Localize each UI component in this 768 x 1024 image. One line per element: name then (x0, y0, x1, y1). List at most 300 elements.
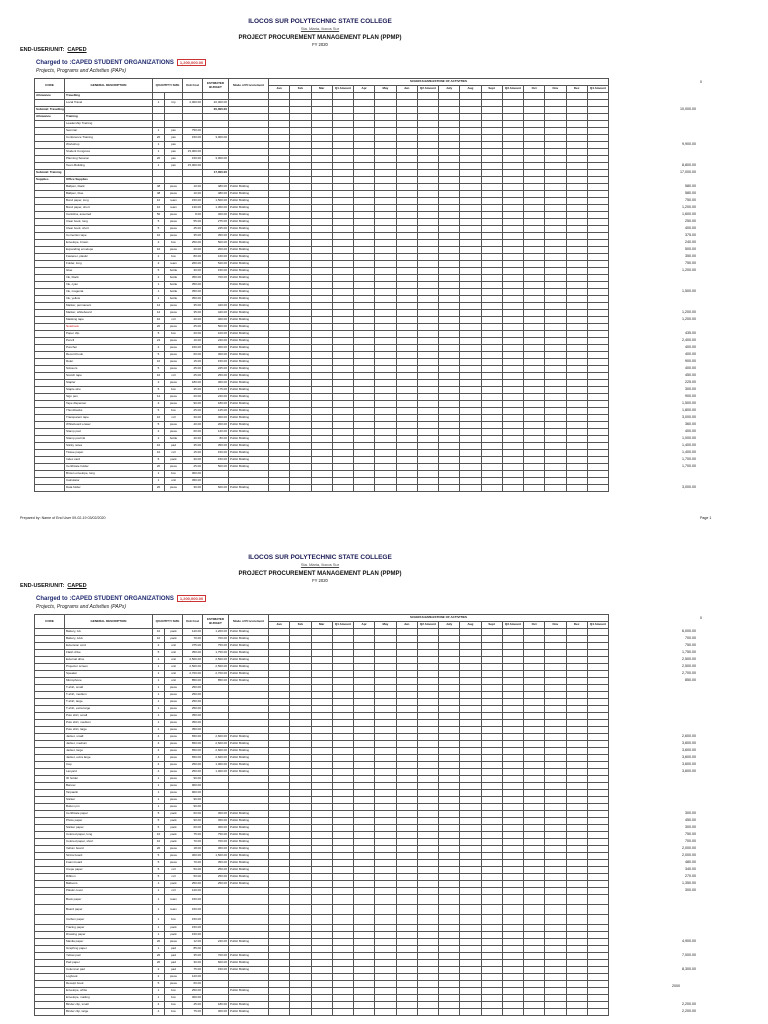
cell-qty: 10 (153, 832, 165, 839)
cell-month (311, 275, 332, 282)
cell-month (524, 401, 545, 408)
cell-month (460, 408, 481, 415)
cell-description: Travelling (65, 93, 153, 100)
cell-month (439, 289, 460, 296)
cell-mode: Public Bidding (229, 664, 269, 671)
cell-unit: piece (165, 338, 183, 345)
table-row (35, 995, 609, 1002)
cell-month (417, 100, 438, 107)
cell-month (396, 261, 417, 268)
cell-month (311, 699, 332, 706)
cell-description (65, 170, 153, 177)
cell-month (290, 247, 311, 254)
cell-month (502, 678, 523, 685)
cell-month (545, 881, 566, 888)
cell-description: Record book (65, 352, 153, 359)
side-amount: 400.00 (685, 225, 696, 230)
cell-mode: Public Bidding (229, 345, 269, 352)
cell-unit: piece (165, 804, 183, 811)
cell-unit: roll (165, 867, 183, 874)
cell-month (417, 394, 438, 401)
cell-month (481, 1002, 502, 1009)
cell-month (375, 100, 396, 107)
cell-code (35, 478, 65, 485)
table-row (35, 380, 609, 387)
cell-month (460, 261, 481, 268)
cell-month (417, 170, 438, 177)
cell-month (545, 107, 566, 114)
cell-month (375, 450, 396, 457)
cell-code (35, 394, 65, 401)
cell-month (439, 212, 460, 219)
cell-qty: 4 (153, 741, 165, 748)
cell-budget: 250.00 (203, 867, 229, 874)
cell-month (332, 310, 353, 317)
cell-month (290, 338, 311, 345)
cell-month (269, 734, 290, 741)
cell-month (566, 457, 587, 464)
cell-month (375, 846, 396, 853)
cell-month (354, 678, 375, 685)
cell-unit-cost: 90.00 (183, 797, 203, 804)
cell-month (396, 170, 417, 177)
cell-month (502, 915, 523, 925)
cell-month (481, 205, 502, 212)
cell-month (481, 303, 502, 310)
cell-qty: 2 (153, 643, 165, 650)
side-amount: 2,700.00 (682, 670, 696, 675)
cell-budget: 420.00 (203, 310, 229, 317)
cell-month (311, 135, 332, 142)
cell-month (460, 699, 481, 706)
cell-month (332, 727, 353, 734)
col-month: Nov (545, 622, 566, 629)
cell-month (566, 734, 587, 741)
cell-month (269, 261, 290, 268)
cell-month (375, 233, 396, 240)
cell-month (417, 699, 438, 706)
cell-qty: 1 (153, 797, 165, 804)
cell-code (35, 915, 65, 925)
side-note: 2000 (672, 984, 680, 988)
cell-unit-cost: 60.00 (183, 981, 203, 988)
cell-code (35, 219, 65, 226)
cell-month (396, 142, 417, 149)
cell-month (502, 783, 523, 790)
cell-month (332, 988, 353, 995)
cell-qty: 1 (153, 163, 165, 170)
table-row (35, 860, 609, 867)
cell-month (524, 804, 545, 811)
cell-month (587, 741, 608, 748)
cell-month (417, 114, 438, 121)
cell-month (417, 422, 438, 429)
cell-description: T-shirt, extra large (65, 706, 153, 713)
cell-code (35, 776, 65, 783)
cell-unit: roll (165, 373, 183, 380)
cell-unit-cost: 650.00 (183, 748, 203, 755)
cell-month (524, 967, 545, 974)
cell-unit: box (165, 387, 183, 394)
cell-month (439, 401, 460, 408)
cell-unit: roll (165, 317, 183, 324)
cell-code (35, 755, 65, 762)
side-amount: 340.00 (685, 866, 696, 871)
cell-month (290, 1002, 311, 1009)
cell-month (375, 706, 396, 713)
cell-description: Correction tape (65, 233, 153, 240)
cell-month (481, 184, 502, 191)
cell-qty: 1 (153, 925, 165, 932)
cell-month (417, 939, 438, 946)
cell-month (332, 692, 353, 699)
cell-code (35, 422, 65, 429)
col-month: Oct (524, 86, 545, 93)
cell-description: Board paper (65, 905, 153, 915)
cell-unit-cost: 35.00 (183, 233, 203, 240)
table-row (35, 888, 609, 895)
cell-month (311, 804, 332, 811)
cell-month (460, 387, 481, 394)
cell-budget: 240.00 (203, 338, 229, 345)
table-row (35, 177, 609, 184)
col-month: Q2 Amount (417, 86, 438, 93)
cell-qty: 10 (153, 317, 165, 324)
cell-month (311, 981, 332, 988)
cell-budget: 2,600.00 (203, 734, 229, 741)
cell-month (545, 832, 566, 839)
table-row (35, 205, 609, 212)
cell-unit-cost: 650.00 (183, 734, 203, 741)
cell-month (502, 797, 523, 804)
cell-unit: unit (165, 664, 183, 671)
cell-month (545, 436, 566, 443)
cell-month (417, 960, 438, 967)
cell-month (290, 240, 311, 247)
cell-month (587, 825, 608, 832)
cell-qty: 1 (153, 289, 165, 296)
cell-month (524, 184, 545, 191)
cell-month (311, 268, 332, 275)
cell-month (311, 727, 332, 734)
cell-month (587, 247, 608, 254)
cell-qty: 20 (153, 324, 165, 331)
cell-month (566, 247, 587, 254)
cell-qty: 2 (153, 240, 165, 247)
cell-code (35, 233, 65, 240)
side-amount: 900.00 (685, 358, 696, 363)
cell-month (502, 811, 523, 818)
cell-unit: pack (165, 932, 183, 939)
cell-month (417, 867, 438, 874)
cell-month (269, 846, 290, 853)
cell-code (35, 443, 65, 450)
cell-month (396, 114, 417, 121)
cell-description: Manila paper (65, 939, 153, 946)
cell-month (524, 671, 545, 678)
cell-month (460, 226, 481, 233)
cell-month (396, 797, 417, 804)
cell-month (396, 212, 417, 219)
cell-code (35, 296, 65, 303)
cell-month (439, 303, 460, 310)
cell-month (396, 93, 417, 100)
table-row (35, 219, 609, 226)
cell-month (587, 254, 608, 261)
cell-budget: 500.00 (203, 324, 229, 331)
cell-description: Local Travel (65, 100, 153, 107)
cell-month (375, 485, 396, 492)
cell-unit-cost: 750.00 (183, 128, 203, 135)
cell-month (439, 345, 460, 352)
cell-month (587, 457, 608, 464)
cell-mode (229, 974, 269, 981)
cell-month (439, 699, 460, 706)
cell-month (290, 485, 311, 492)
cell-month (502, 338, 523, 345)
cell-month (587, 282, 608, 289)
cell-month (417, 289, 438, 296)
cell-unit-cost: 8.00 (183, 212, 203, 219)
cell-month (545, 485, 566, 492)
table-row (35, 93, 609, 100)
cell-month (354, 366, 375, 373)
cell-unit-cost: 30.00 (183, 457, 203, 464)
cell-description: Bond paper, short (65, 205, 153, 212)
cell-month (460, 457, 481, 464)
cell-month (269, 874, 290, 881)
cell-month (566, 769, 587, 776)
cell-month (460, 974, 481, 981)
cell-month (396, 762, 417, 769)
cell-budget: 160.00 (203, 254, 229, 261)
cell-code: Supplies (35, 177, 65, 184)
cell-month (332, 338, 353, 345)
cell-month (524, 352, 545, 359)
charged-amount-badge: 1,200,000.00 (177, 595, 206, 602)
table-row (35, 338, 609, 345)
cell-month (269, 310, 290, 317)
table-row (35, 915, 609, 925)
cell-month (396, 310, 417, 317)
cell-month (502, 939, 523, 946)
cell-month (545, 191, 566, 198)
cell-month (269, 184, 290, 191)
cell-month (502, 387, 523, 394)
cell-month (502, 769, 523, 776)
cell-month (502, 121, 523, 128)
table-row (35, 100, 609, 107)
cell-unit-cost: 50.00 (183, 874, 203, 881)
cell-month (502, 100, 523, 107)
cell-month (375, 219, 396, 226)
cell-code (35, 198, 65, 205)
cell-unit-cost (183, 107, 203, 114)
cell-month (375, 748, 396, 755)
cell-month (417, 650, 438, 657)
cell-month (375, 478, 396, 485)
cell-month (396, 981, 417, 988)
cell-month (587, 464, 608, 471)
cell-month (290, 685, 311, 692)
cell-month (375, 678, 396, 685)
cell-budget: 240.00 (203, 939, 229, 946)
cell-budget: 600.00 (203, 960, 229, 967)
cell-month (524, 1009, 545, 1016)
cell-month (524, 443, 545, 450)
cell-month (502, 149, 523, 156)
cell-month (396, 636, 417, 643)
cell-month (354, 114, 375, 121)
cell-month (375, 156, 396, 163)
cell-month (311, 163, 332, 170)
cell-month (545, 373, 566, 380)
cell-month (332, 450, 353, 457)
cell-month (417, 860, 438, 867)
cell-month (269, 671, 290, 678)
cell-month (566, 471, 587, 478)
cell-month (545, 359, 566, 366)
cell-qty: 1 (153, 988, 165, 995)
cell-code (35, 163, 65, 170)
cell-month (290, 282, 311, 289)
cell-mode: Public Bidding (229, 310, 269, 317)
table-row (35, 804, 609, 811)
cell-month (524, 177, 545, 184)
table-row (35, 366, 609, 373)
cell-month (354, 846, 375, 853)
cell-month (481, 748, 502, 755)
cell-description: Colored paper, short (65, 839, 153, 846)
cell-month (269, 960, 290, 967)
cell-mode: Public Bidding (229, 825, 269, 832)
cell-mode: Public Bidding (229, 338, 269, 345)
side-amount: 1,500.00 (682, 400, 696, 405)
cell-month (269, 485, 290, 492)
cell-month (502, 422, 523, 429)
cell-month (481, 895, 502, 905)
cell-unit: piece (165, 233, 183, 240)
cell-month (545, 988, 566, 995)
cell-month (375, 296, 396, 303)
cell-month (396, 457, 417, 464)
cell-budget: 300.00 (203, 352, 229, 359)
cell-month (332, 471, 353, 478)
cell-mode (229, 776, 269, 783)
cell-month (354, 925, 375, 932)
cell-code (35, 874, 65, 881)
cell-code (35, 939, 65, 946)
cell-month (502, 170, 523, 177)
table-row (35, 946, 609, 953)
cell-budget (203, 995, 229, 1002)
table-row (35, 233, 609, 240)
cell-code (35, 932, 65, 939)
cell-code (35, 678, 65, 685)
cell-month (375, 163, 396, 170)
cell-month (502, 352, 523, 359)
cell-month (524, 324, 545, 331)
cell-month (439, 268, 460, 275)
cell-month (354, 720, 375, 727)
cell-description: Polo shirt, small (65, 713, 153, 720)
cell-month (502, 240, 523, 247)
cell-qty: 1 (153, 149, 165, 156)
cell-month (311, 671, 332, 678)
cell-month (354, 629, 375, 636)
cell-month (332, 254, 353, 261)
cell-month (311, 1009, 332, 1016)
cell-qty: 1 (153, 657, 165, 664)
cell-month (311, 471, 332, 478)
cell-month (545, 741, 566, 748)
cell-month (587, 734, 608, 741)
cell-budget: 300.00 (203, 415, 229, 422)
cell-month (332, 713, 353, 720)
side-amount: 450.00 (685, 372, 696, 377)
cell-month (524, 114, 545, 121)
cell-month (290, 974, 311, 981)
cell-month (417, 727, 438, 734)
cell-month (545, 471, 566, 478)
cell-month (332, 1009, 353, 1016)
cell-month (502, 762, 523, 769)
cell-month (524, 198, 545, 205)
cell-description: Ink, yellow (65, 296, 153, 303)
end-user-line (20, 583, 87, 589)
cell-month (502, 699, 523, 706)
cell-unit: box (165, 240, 183, 247)
cell-month (524, 478, 545, 485)
cell-month (545, 464, 566, 471)
cell-month (587, 352, 608, 359)
cell-qty: 10 (153, 415, 165, 422)
cell-month (290, 636, 311, 643)
cell-description: Sign pen (65, 394, 153, 401)
cell-month (332, 671, 353, 678)
cell-month (332, 429, 353, 436)
cell-unit-cost: 350.00 (183, 713, 203, 720)
cell-budget (203, 296, 229, 303)
cell-month (545, 226, 566, 233)
cell-month (396, 401, 417, 408)
cell-month (502, 748, 523, 755)
cell-month (545, 135, 566, 142)
cell-description: Workshop (65, 142, 153, 149)
cell-mode (229, 471, 269, 478)
cell-month (481, 811, 502, 818)
cell-month (460, 932, 481, 939)
cell-month (524, 790, 545, 797)
cell-month (502, 296, 523, 303)
cell-month (545, 692, 566, 699)
cell-qty: 5 (153, 457, 165, 464)
cell-month (439, 692, 460, 699)
cell-month (311, 443, 332, 450)
cell-budget (203, 915, 229, 925)
cell-month (524, 471, 545, 478)
cell-description: Stamp pad (65, 429, 153, 436)
cell-mode: Public Bidding (229, 464, 269, 471)
cell-unit: piece (165, 727, 183, 734)
cell-unit: pad (165, 967, 183, 974)
cell-code (35, 888, 65, 895)
table-row (35, 699, 609, 706)
cell-month (481, 699, 502, 706)
cell-month (566, 974, 587, 981)
cell-month (417, 156, 438, 163)
cell-code (35, 247, 65, 254)
